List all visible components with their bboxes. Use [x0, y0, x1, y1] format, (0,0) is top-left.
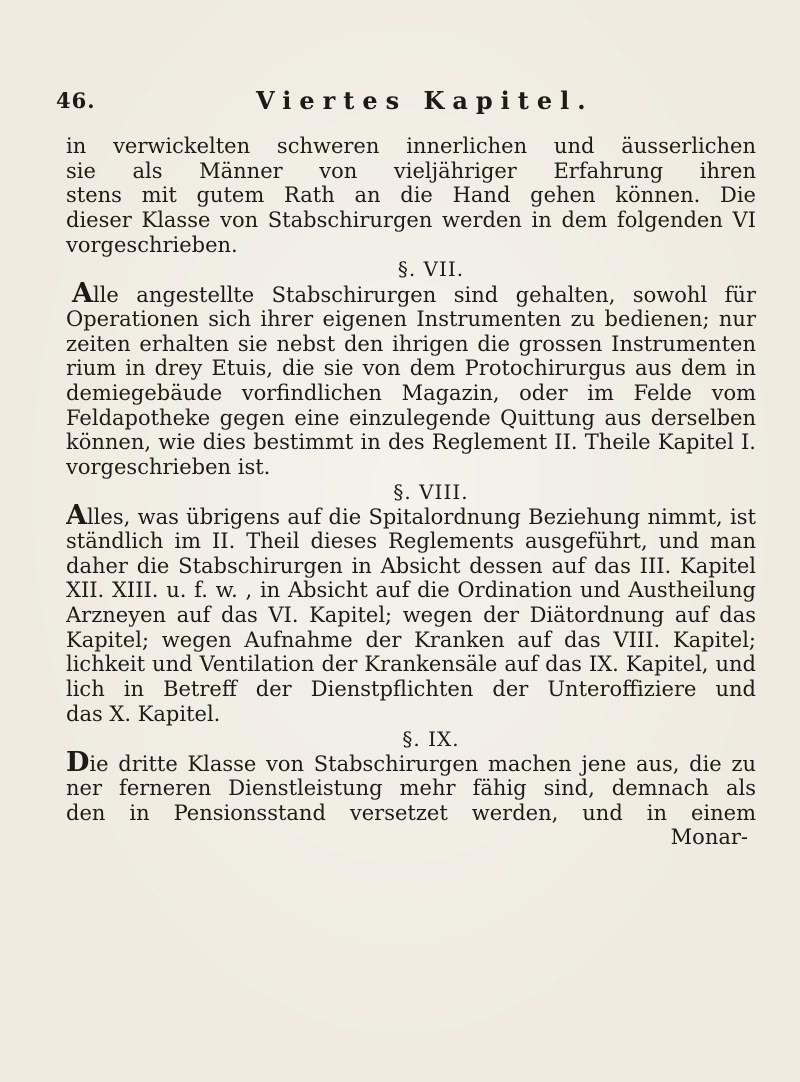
- section-first-line: [66, 282, 756, 307]
- text-line: vorgeschrieben ist.: [66, 454, 271, 479]
- text-line: XII. XIII. u. f. w. , in Absicht auf die Ordination und Austheilung: [66, 578, 756, 603]
- section-first-line: [66, 751, 756, 776]
- text-line: demiegebäude vorfindlichen Magazin, oder im Felde vom: [66, 380, 756, 405]
- section-heading-ix: §. IX.: [402, 726, 460, 751]
- text-line: Arzneyen auf das VI. Kapitel; wegen der Diätordnung auf das: [66, 603, 756, 628]
- text-line: den in Pensionsstand versetzet werden, und in einem: [66, 800, 756, 825]
- page-header: [56, 88, 746, 122]
- catchword: Monar-: [670, 825, 748, 850]
- text-line: lich in Betreff der Dienstpflichten der Unteroffiziere und: [66, 677, 756, 702]
- text-line: können, wie dies bestimmt in des Reglement II. Theile Kapitel I.: [66, 430, 756, 455]
- text-line: lles, was übrigens auf die Spitalordnung Beziehung nimmt, ist: [86, 505, 756, 529]
- text-line: sie als Männer von vieljähriger Erfahrung ihren: [66, 158, 756, 183]
- section-heading-vii: §. VII.: [397, 257, 465, 282]
- text-line: das X. Kapitel.: [66, 701, 221, 726]
- text-line: lichkeit und Ventilation der Krankensäle auf das IX. Kapitel, und: [66, 652, 756, 677]
- text-line: zeiten erhalten sie nebst den ihrigen die grossen Instrumenten: [66, 331, 756, 356]
- text-line: ie dritte Klasse von Stabschirurgen machen jene aus, die zu: [89, 752, 756, 776]
- running-title: Viertes Kapitel.: [256, 86, 594, 115]
- text-line: Kapitel; wegen Aufnahme der Kranken auf das VIII. Kapitel;: [66, 627, 756, 652]
- section-heading-viii: §. VIII.: [393, 479, 469, 504]
- text-line: dieser Klasse von Stabschirurgen werden in dem folgenden VI: [66, 208, 756, 233]
- text-line: stens mit gutem Rath an die Hand gehen können. Die: [66, 183, 756, 208]
- body-text: [66, 134, 756, 850]
- initial-letter: D: [66, 751, 90, 776]
- text-line: Feldapotheke gegen eine einzulegende Quittung aus derselben: [66, 405, 756, 430]
- text-line: Operationen sich ihrer eigenen Instrumenten zu bedienen; nur: [66, 306, 756, 331]
- page-number: 46.: [56, 88, 96, 113]
- text-line: vorgeschrieben.: [66, 232, 238, 257]
- initial-letter: A: [72, 282, 93, 307]
- text-line: ner ferneren Dienstleistung mehr fähig sind, demnach als: [66, 775, 756, 800]
- text-line: lle angestellte Stabschirurgen sind gehalten, sowohl für: [92, 283, 756, 307]
- text-line: in verwickelten schweren innerlichen und äusserlichen: [66, 134, 756, 158]
- text-line: daher die Stabschirurgen in Absicht dessen auf das III. Kapitel: [66, 553, 756, 578]
- text-line: ständlich im II. Theil dieses Reglements ausgeführt, und man: [66, 529, 756, 553]
- initial-letter: A: [66, 504, 87, 529]
- text-line: rium in drey Etuis, die sie von dem Protochirurgus aus dem in: [66, 356, 756, 381]
- section-first-line: [66, 504, 756, 529]
